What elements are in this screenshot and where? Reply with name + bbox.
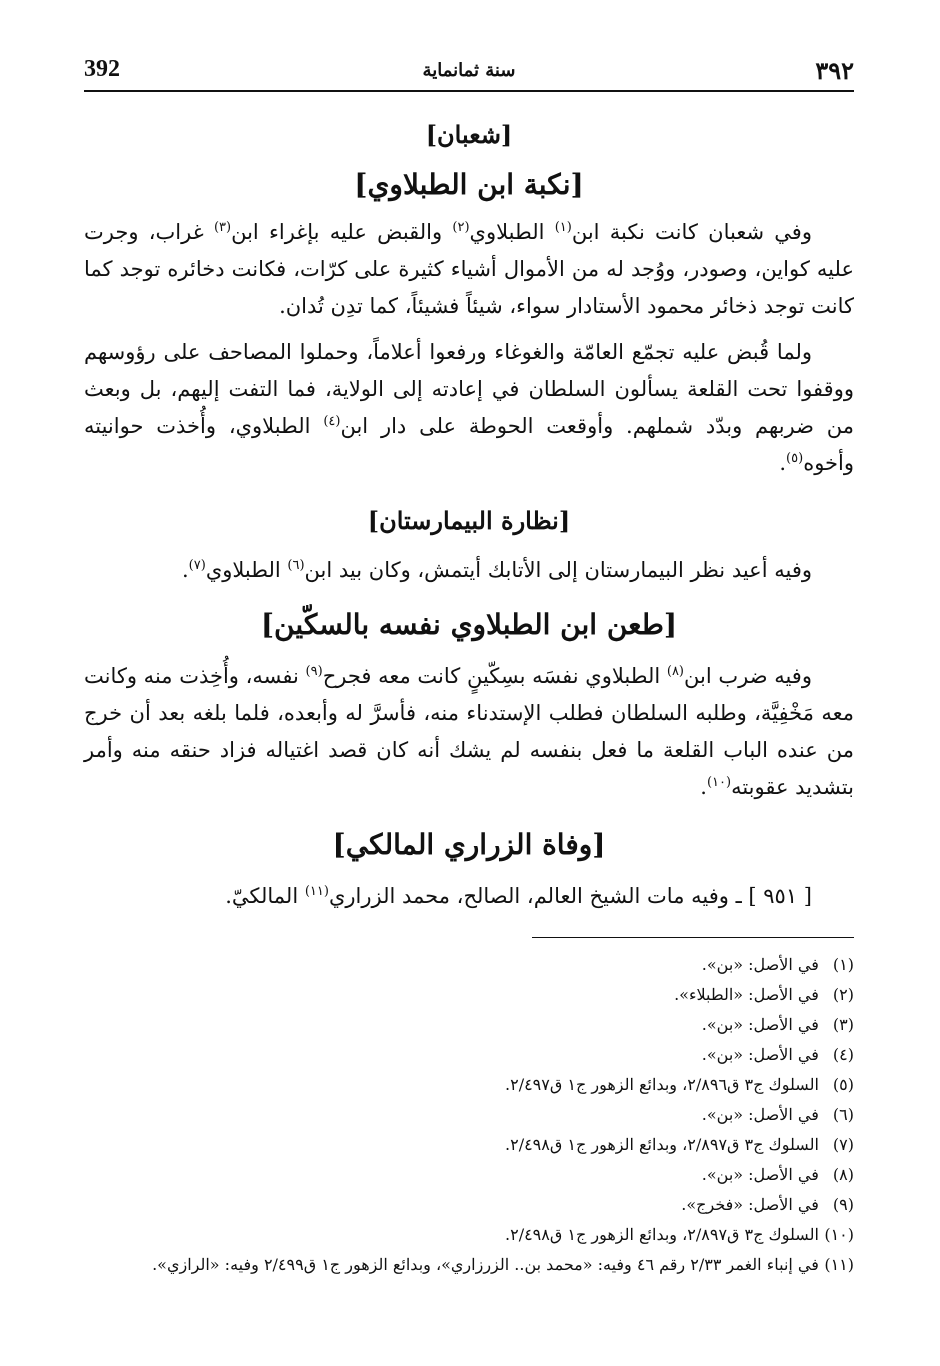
text-run: المالكيّ. <box>225 884 305 908</box>
footnote-marker: (٣) <box>213 220 232 235</box>
text-run: ولما قُبض عليه تجمّع العامّة والغوغاء ورفعوا أعلاماً، وحملوا المصاحف على رؤوسهم ووقفوا تحت القلعة يسألون السلطان في إعادته إلى الولاية، فما التفت إليهم، بل وبعث من ضربهم وبدّد شملهم. وأوقعت الحوطة على دار ابن <box>84 340 855 438</box>
section-heading: [نظارة البيمارستان] <box>367 506 571 535</box>
footnote-text: السلوك ج٣ ق٢/٨٩٧، وبدائع الزهور ج١ ق٢/٤٩٨. <box>505 1135 819 1154</box>
text-run: نفسه، وأُخِذت منه وكانت معه مَخْفِيَّة، وطلبه السلطان فطلب الإستدناء منه، فأسرَّ له وأبعده، فلما بلغه بعد أن خرج من عنده الباب القلعة ما فعل بنفسه لم يشك أنه كان قصد اغتياله فزاد حنقه منه وأمر بتشديد عقوبته <box>84 664 854 799</box>
footnote-text: في الأصل: «فخرج». <box>681 1195 819 1214</box>
footnote-marker: (٦) <box>287 558 305 573</box>
footnote <box>84 1190 854 1220</box>
footnote-text: في الأصل: «بن». <box>701 1045 819 1064</box>
month-heading: [شعبان] <box>425 120 513 149</box>
paragraph <box>84 334 854 482</box>
footnote-number: (١٠) <box>824 1225 854 1244</box>
footnote-marker: (٩) <box>305 664 323 679</box>
text-run: وفيه أعيد نظر البيمارستان إلى الأتابك أيتمش، وكان بيد ابن <box>304 558 812 582</box>
footnote-number: (٦) <box>832 1105 854 1124</box>
footnote-rule <box>532 937 854 938</box>
text-run: وفي شعبان كانت نكبة ابن <box>571 220 812 244</box>
footnote-marker: (٨) <box>666 664 684 679</box>
footnote-marker: (٧) <box>188 558 206 573</box>
header-rule <box>84 90 854 92</box>
text-run: الطبلاوي <box>205 558 288 582</box>
footnote <box>84 950 854 980</box>
footnote-text: في إنباء الغمر ٢/٣٣ رقم ٤٦ وفيه: «محمد بن.. الزرزاري»، وبدائع الزهور ج١ ق٢/٤٩٩ وفيه: «الرازي». <box>152 1255 819 1274</box>
footnote-number: (٩) <box>832 1195 854 1214</box>
footnote-number: (٣) <box>832 1015 854 1034</box>
footnote-marker: (٥) <box>786 451 804 466</box>
footnote-number: (١١) <box>824 1255 854 1274</box>
paragraph <box>84 658 854 806</box>
page-header <box>84 52 854 86</box>
paragraph <box>84 214 854 325</box>
footnotes-list <box>84 950 854 1278</box>
footnote <box>84 980 854 1010</box>
running-title: سنة ثمانماية <box>422 60 516 81</box>
footnote-text: السلوك ج٣ ق٢/٨٩٦، وبدائع الزهور ج١ ق٢/٤٩٧. <box>505 1075 819 1094</box>
text-run: . <box>181 558 189 582</box>
text-run: غراب، وجرت عليه كواين، وصودر، ووُجد له من الأموال أشياء كثيرة على كرّات، فكانت دخائره توجد كما كانت توجد ذخائر محمود الأستادار سواء، شيئاً فشيئاً، كما تدِن تُدان. <box>84 220 854 318</box>
footnote-text: في الأصل: «بن». <box>701 1165 819 1184</box>
text-run: والقبض عليه بإغراء ابن <box>231 220 453 244</box>
section-heading: [وفاة الزراري المالكي] <box>332 828 606 861</box>
text-run: . <box>700 775 707 799</box>
page-number-arabic: ٣٩٢ <box>815 56 854 85</box>
footnote-marker: (٢) <box>452 220 470 235</box>
footnote <box>84 1130 854 1160</box>
section-heading: [طعن ابن الطبلاوي نفسه بالسكّين] <box>260 608 678 641</box>
text-run: الطبلاوي، وأُخذت حوانيته وأخوه <box>84 414 854 475</box>
footnote-number: (٨) <box>832 1165 854 1184</box>
paragraph <box>84 552 854 589</box>
footnote <box>84 1220 854 1250</box>
page-number-latin: 392 <box>84 56 120 82</box>
text-run: وفيه ضرب ابن <box>684 664 812 688</box>
text-run: الطبلاوي <box>469 220 555 244</box>
footnote <box>84 1160 854 1190</box>
footnote-number: (٥) <box>832 1075 854 1094</box>
footnote <box>84 1040 854 1070</box>
footnote-number: (١) <box>832 955 854 974</box>
text-run: [ ٩٥١ ] ـ وفيه مات الشيخ العالم، الصالح، محمد الزراري <box>328 884 812 908</box>
section-heading: [نكبة ابن الطبلاوي] <box>354 168 584 201</box>
footnote-marker: (١١) <box>304 884 329 899</box>
footnote <box>84 1100 854 1130</box>
footnote-marker: (١) <box>554 220 572 235</box>
text-run: الطبلاوي نفسَه بسِكّينٍ كانت معه فجرح <box>322 664 667 688</box>
footnote-marker: (١٠) <box>706 775 732 790</box>
footnote-text: في الأصل: «الطبلاء». <box>674 985 819 1004</box>
text-run: . <box>779 451 787 475</box>
footnote-text: السلوك ج٣ ق٢/٨٩٧، وبدائع الزهور ج١ ق٢/٤٩٨. <box>505 1225 819 1244</box>
footnote-number: (٧) <box>832 1135 854 1154</box>
footnote <box>84 1070 854 1100</box>
footnote-number: (٤) <box>832 1045 854 1064</box>
footnote-text: في الأصل: «بن». <box>701 1015 819 1034</box>
footnote-text: في الأصل: «بن». <box>701 955 819 974</box>
biography-entry <box>84 878 854 915</box>
footnote-marker: (٤) <box>323 414 341 429</box>
footnote-number: (٢) <box>832 985 854 1004</box>
footnote <box>84 1250 854 1278</box>
footnote <box>84 1010 854 1040</box>
footnote-text: في الأصل: «بن». <box>701 1105 819 1124</box>
